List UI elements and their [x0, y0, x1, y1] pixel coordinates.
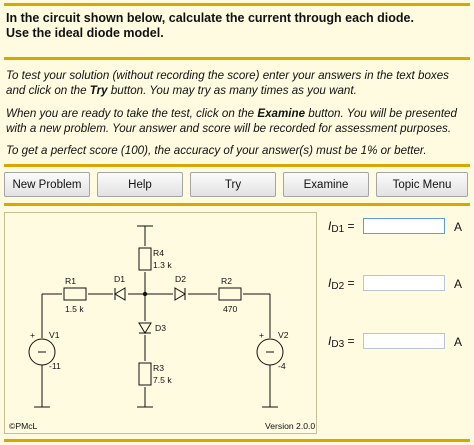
- d2-label: D2: [175, 274, 186, 284]
- title-divider: [4, 57, 470, 60]
- d2-diode: [175, 288, 185, 300]
- id3-label: $I_{D3}$ =: [328, 334, 355, 350]
- d3-diode: [139, 323, 151, 333]
- circuit-diagram: [5, 213, 318, 435]
- r3-name: R3: [153, 363, 164, 373]
- bottom-rule: [4, 439, 470, 442]
- id2-input[interactable]: [363, 275, 445, 291]
- r4-value: 1.3 k: [153, 260, 172, 270]
- help-button[interactable]: Help: [97, 172, 183, 197]
- v1-value: -11: [49, 361, 61, 371]
- problem-title: [6, 11, 466, 41]
- r2-resistor: [219, 288, 241, 300]
- title-line-1: In the circuit shown below, calculate the current through each diode.: [6, 11, 414, 25]
- try-button[interactable]: Try: [190, 172, 276, 197]
- id2-label: $I_{D2}$ =: [328, 276, 355, 292]
- new-problem-button[interactable]: New Problem: [4, 172, 90, 197]
- instructions-divider: [4, 164, 470, 167]
- id3-unit: A: [454, 335, 463, 349]
- copyright: ©PMcL: [9, 421, 38, 431]
- v1-plus: +: [30, 330, 36, 340]
- id1-label: $I_{D1}$ =: [328, 219, 355, 235]
- v2-plus: +: [259, 330, 265, 340]
- d1-label: D1: [114, 274, 125, 284]
- instructions-accuracy: To get a perfect score (100), the accuracy of your answer(s) must be 1% or better.: [6, 144, 427, 157]
- r1-value: 1.5 k: [65, 304, 84, 314]
- title-line-2: Use the ideal diode model.: [6, 26, 164, 40]
- d3-label: D3: [155, 323, 166, 333]
- id3-input[interactable]: [363, 333, 445, 349]
- r1-resistor: [64, 288, 86, 300]
- buttons-divider: [4, 203, 470, 206]
- r4-resistor: [139, 248, 151, 270]
- d1-diode: [115, 288, 125, 300]
- examine-button[interactable]: Examine: [283, 172, 369, 197]
- instructions-examine: When you are ready to take the test, click on the Examine button. You will be presented with a new problem. Your answer and score will be recorded for assessment purposes.: [6, 107, 457, 135]
- r4-name: R4: [153, 248, 164, 258]
- r1-name: R1: [65, 276, 76, 286]
- r2-value: 470: [223, 304, 238, 314]
- id2-unit: A: [454, 277, 463, 291]
- r3-value: 7.5 k: [153, 375, 172, 385]
- junction-dot: [143, 292, 147, 296]
- instructions-try: To test your solution (without recording the score) enter your answers in the text boxes and click on the Try button. You may try as many times as you want.: [6, 69, 449, 97]
- id1-unit: A: [454, 220, 463, 234]
- v2-name: V2: [278, 330, 289, 340]
- circuit-panel: [4, 212, 317, 434]
- top-rule: [4, 3, 470, 6]
- r3-resistor: [139, 363, 151, 385]
- v2-value: -4: [278, 361, 286, 371]
- v1-name: V1: [49, 330, 60, 340]
- r2-name: R2: [221, 276, 232, 286]
- topic-menu-button[interactable]: Topic Menu: [376, 172, 468, 197]
- id1-input[interactable]: [363, 218, 445, 234]
- version-label: Version 2.0.0: [265, 421, 316, 431]
